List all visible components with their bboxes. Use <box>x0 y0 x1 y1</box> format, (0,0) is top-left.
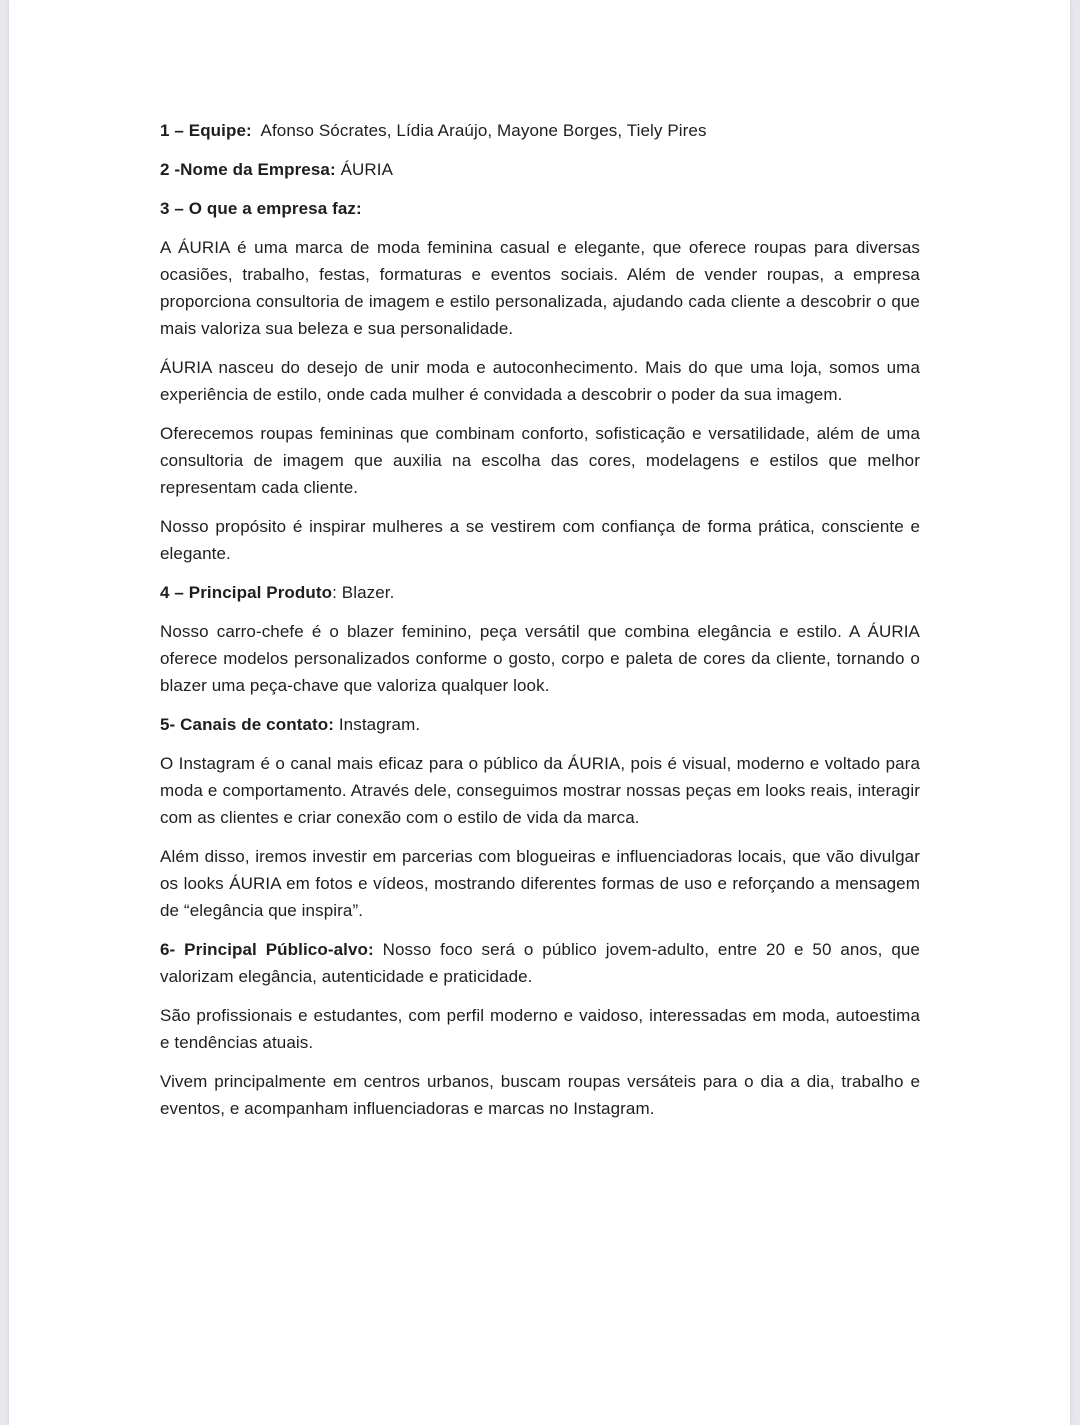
paragraph-text: ÁURIA <box>335 160 394 179</box>
paragraph-text: : Blazer. <box>332 583 395 602</box>
heading-label: 2 -Nome da Empresa: <box>160 160 336 179</box>
body-paragraph <box>160 354 920 408</box>
paragraph-text: O Instagram é o canal mais eficaz para o público da ÁURIA, pois é visual, moderno e voltado para moda e comportamento. Através dele, conseguimos mostrar nossas peças em looks reais, interagir com as clientes e criar conexão com o estilo de vida da marca. <box>160 754 920 827</box>
body-paragraph <box>160 234 920 342</box>
section-heading <box>160 117 920 144</box>
paragraph-text: Nosso propósito é inspirar mulheres a se vestirem com confiança de forma prática, consciente e elegante. <box>160 517 920 563</box>
paragraph-text: Além disso, iremos investir em parcerias com blogueiras e influenciadoras locais, que vão divulgar os looks ÁURIA em fotos e vídeos, mostrando diferentes formas de uso e reforçando a mensagem de “elegância que inspira”. <box>160 847 920 920</box>
paragraph-text: São profissionais e estudantes, com perfil moderno e vaidoso, interessadas em moda, autoestima e tendências atuais. <box>160 1006 920 1052</box>
paragraph-text: Nosso foco será o público jovem-adulto, entre 20 e 50 anos, que valorizam elegância, autenticidade e praticidade. <box>160 940 920 986</box>
document-body <box>9 0 1070 1122</box>
body-paragraph <box>160 750 920 831</box>
paragraph-text: Oferecemos roupas femininas que combinam conforto, sofisticação e versatilidade, além de uma consultoria de imagem que auxilia na escolha das cores, modelagens e estilos que melhor representam cada cliente. <box>160 424 920 497</box>
heading-label: 6- Principal Público-alvo: <box>160 940 374 959</box>
body-paragraph <box>160 513 920 567</box>
page-edge-right <box>1069 0 1080 1425</box>
body-paragraph <box>160 1002 920 1056</box>
body-paragraph <box>160 843 920 924</box>
document-page <box>9 0 1070 1425</box>
heading-label: 1 – Equipe: <box>160 121 252 140</box>
paragraph-text: Afonso Sócrates, Lídia Araújo, Mayone Borges, Tiely Pires <box>251 121 707 140</box>
section-heading <box>160 156 920 183</box>
body-paragraph <box>160 618 920 699</box>
section-heading <box>160 579 920 606</box>
paragraph-text: Instagram. <box>334 715 421 734</box>
paragraph-text: A ÁURIA é uma marca de moda feminina casual e elegante, que oferece roupas para diversas ocasiões, trabalho, festas, formaturas e eventos sociais. Além de vender roupas, a empresa proporciona consultoria de imagem e estilo personalizada, ajudando cada cliente a descobrir o que mais valoriza sua beleza e sua personalidade. <box>160 238 920 338</box>
section-heading <box>160 195 920 222</box>
body-paragraph <box>160 936 920 990</box>
paragraph-text: Nosso carro-chefe é o blazer feminino, peça versátil que combina elegância e estilo. A ÁURIA oferece modelos personalizados conforme o gosto, corpo e paleta de cores da cliente, tornando o blazer uma peça-chave que valoriza qualquer look. <box>160 622 920 695</box>
paragraph-text: ÁURIA nasceu do desejo de unir moda e autoconhecimento. Mais do que uma loja, somos uma experiência de estilo, onde cada mulher é convidada a descobrir o poder da sua imagem. <box>160 358 920 404</box>
section-heading <box>160 711 920 738</box>
body-paragraph <box>160 1068 920 1122</box>
heading-label: 5- Canais de contato: <box>160 715 335 734</box>
heading-label: 4 – Principal Produto <box>160 583 333 602</box>
heading-label: 3 – O que a empresa faz: <box>160 199 362 218</box>
body-paragraph <box>160 420 920 501</box>
paragraph-text: Vivem principalmente em centros urbanos, buscam roupas versáteis para o dia a dia, trabalho e eventos, e acompanham influenciadoras e marcas no Instagram. <box>160 1072 920 1118</box>
